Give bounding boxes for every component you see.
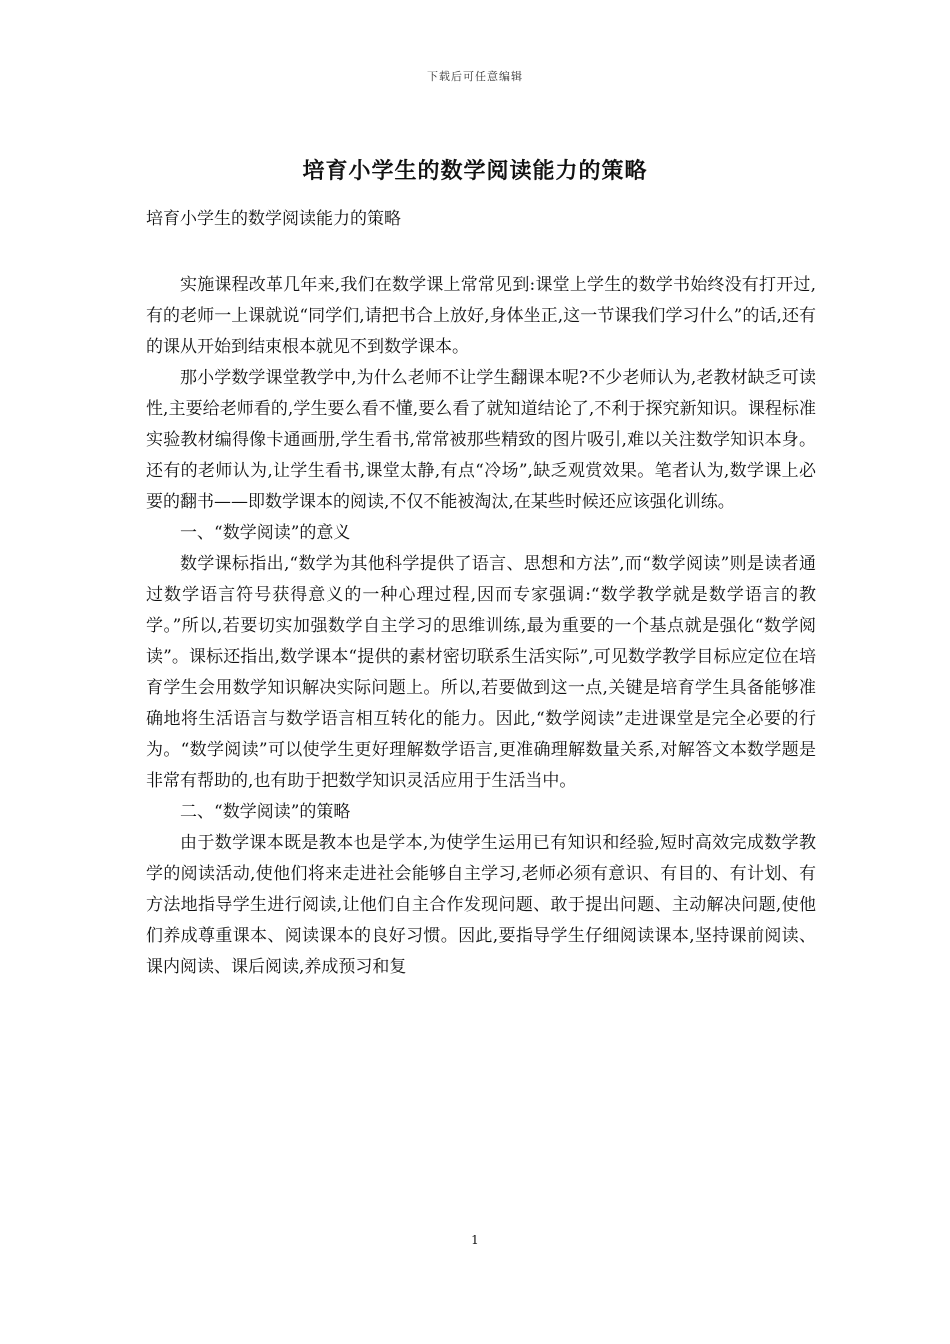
paragraph: 数学课标指出,“数学为其他科学提供了语言、思想和方法”,而“数学阅读”则是读者通过数学语言符号获得意义的一种心理过程,因而专家强调:“数学教学就是数学语言的教学。”所以,若要切实加强数学自主学习的思维训练,最为重要的一个基点就是强化“数学阅读”。课标还指出,数学课本“提供的素材密切联系生活实际”,可见数学教学目标应定位在培育学生会用数学知识解决实际问题上。所以,若要做到这一点,关键是培育学生具备能够准确地将生活语言与数学语言相互转化的能力。因此,“数学阅读”走进课堂是完全必要的行为。“数学阅读”可以使学生更好理解数学语言,更准确理解数量关系,对解答文本数学题是非常有帮助的,也有助于把数学知识灵活应用于生活当中。 [146,554,816,791]
header-note: 下载后可任意编辑 [427,70,523,83]
document-body [146,270,816,983]
paragraph: 那小学数学课堂教学中,为什么老师不让学生翻课本呢?不少老师认为,老教材缺乏可读性,主要给老师看的,学生要么看不懂,要么看了就知道结论了,不利于探究新知识。课程标准实验教材编得像卡通画册,学生看书,常常被那些精致的图片吸引,难以关注数学知识本身。还有的老师认为,让学生看书,课堂太静,有点“冷场”,缺乏观赏效果。笔者认为,数学课上必要的翻书——即数学课本的阅读,不仅不能被淘汰,在某些时候还应该强化训练。 [146,368,816,512]
paragraph: 由于数学课本既是教本也是学本,为使学生运用已有知识和经验,短时高效完成数学教学的阅读活动,使他们将来走进社会能够自主学习,老师必须有意识、有目的、有计划、有方法地指导学生进行阅读,让他们自主合作发现问题、敢于提出问题、主动解决问题,使他们养成尊重课本、阅读课本的良好习惯。因此,要指导学生仔细阅读课本,坚持课前阅读、课内阅读、课后阅读,养成预习和复 [146,833,816,977]
paragraph: 实施课程改革几年来,我们在数学课上常常见到:课堂上学生的数学书始终没有打开过,有的老师一上课就说“同学们,请把书合上放好,身体坐正,这一节课我们学习什么”的话,还有的课从开始到结束根本就见不到数学课本。 [146,275,816,357]
section-heading: 一、“数学阅读”的意义 [180,523,351,543]
document-title: 培育小学生的数学阅读能力的策略 [302,158,648,184]
page-number: 1 [471,1233,479,1247]
document-subtitle: 培育小学生的数学阅读能力的策略 [146,209,401,229]
section-heading: 二、“数学阅读”的策略 [180,802,351,822]
